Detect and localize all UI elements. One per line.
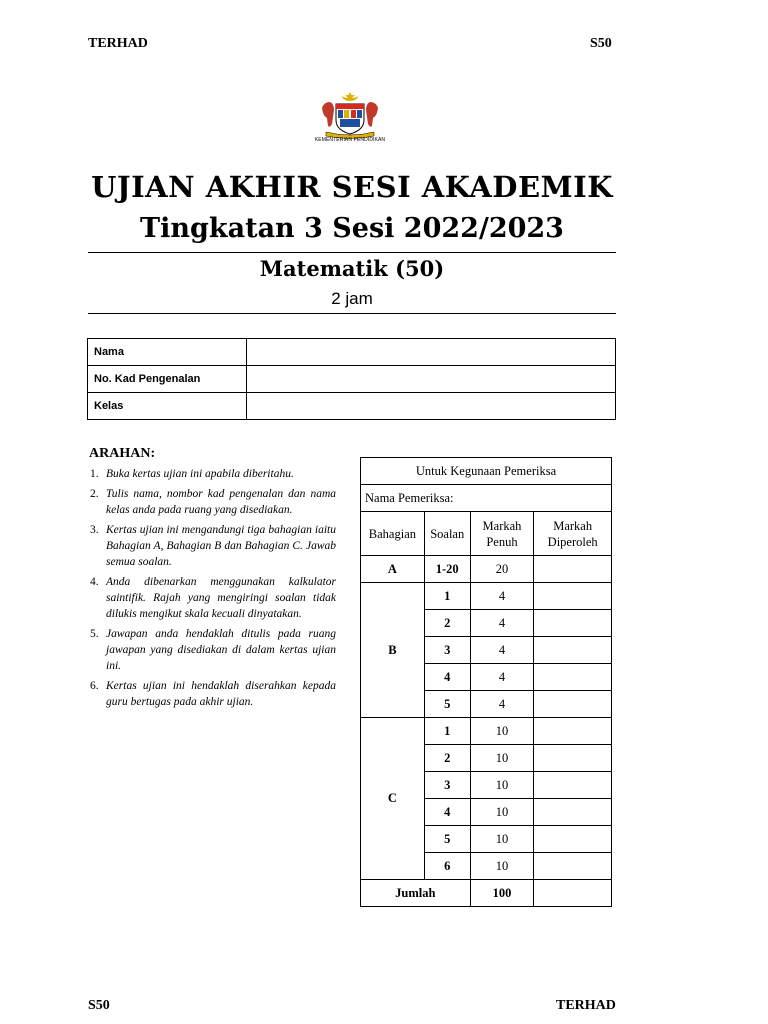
subject-title: Matematik (50) (259, 256, 445, 281)
examiner-table-title: Untuk Kegunaan Pemeriksa (361, 458, 612, 485)
title-rule-top (88, 252, 616, 253)
section-b-label: B (361, 583, 425, 718)
col-header-markah-diperoleh-line2: Diperoleh (547, 534, 598, 549)
section-a-markah: 20 (470, 556, 534, 583)
full-mark: 10 (470, 826, 534, 853)
marks-obtained-cell[interactable] (534, 718, 612, 745)
question-number: 2 (424, 745, 470, 772)
total-label: Jumlah (361, 880, 471, 907)
instruction-number: 3. (90, 524, 99, 536)
instruction-item (90, 486, 336, 518)
instruction-number: 5. (90, 628, 99, 640)
marks-obtained-cell[interactable] (534, 826, 612, 853)
student-name-field[interactable] (247, 339, 616, 366)
question-number: 2 (424, 610, 470, 637)
question-number: 5 (424, 826, 470, 853)
instruction-item (90, 678, 336, 710)
instruction-text: Anda dibenarkan menggunakan kalkulator saintifik. Rajah yang mengiringi soalan tidak dilukis mengikut skala kecuali dinyatakan. (106, 576, 336, 620)
table-row (361, 718, 612, 745)
col-header-bahagian: Bahagian (361, 512, 425, 556)
marks-obtained-cell[interactable] (534, 610, 612, 637)
full-mark: 10 (470, 853, 534, 880)
student-info-row (88, 339, 616, 366)
total-obtained-cell[interactable] (534, 880, 612, 907)
instructions-heading: ARAHAN: (89, 446, 156, 461)
exam-subtitle: Tingkatan 3 Sesi 2022/2023 (140, 213, 564, 244)
full-mark: 10 (470, 745, 534, 772)
instruction-text: Buka kertas ujian ini apabila diberitahu. (106, 468, 294, 480)
full-mark: 10 (470, 718, 534, 745)
question-number: 1 (424, 718, 470, 745)
total-full-mark: 100 (470, 880, 534, 907)
student-class-field[interactable] (247, 393, 616, 420)
instruction-text: Kertas ujian ini hendaklah diserahkan kepada guru bertugas pada akhir ujian. (106, 680, 336, 708)
question-number: 5 (424, 691, 470, 718)
question-number: 4 (424, 799, 470, 826)
student-info-row (88, 366, 616, 393)
col-header-markah-penuh (470, 512, 534, 556)
header-left-label: TERHAD (88, 36, 148, 51)
full-mark: 10 (470, 799, 534, 826)
examiner-marks-table (360, 457, 612, 907)
marks-obtained-cell[interactable] (534, 691, 612, 718)
marks-obtained-cell[interactable] (534, 637, 612, 664)
instruction-text: Jawapan anda hendaklah ditulis pada ruang jawapan yang disediakan di dalam kertas ujian ini. (106, 628, 336, 672)
section-a-soalan: 1-20 (424, 556, 470, 583)
col-header-markah-diperoleh-line1: Markah (553, 518, 593, 533)
marks-obtained-cell[interactable] (534, 664, 612, 691)
full-mark: 4 (470, 610, 534, 637)
marks-obtained-cell[interactable] (534, 853, 612, 880)
title-rule-bottom (88, 313, 616, 314)
student-class-label: Kelas (88, 393, 247, 420)
instruction-item (90, 574, 336, 622)
section-c-label: C (361, 718, 425, 880)
full-mark: 4 (470, 664, 534, 691)
exam-duration: 2 jam (331, 289, 373, 308)
col-header-markah-diperoleh (534, 512, 612, 556)
col-header-markah-penuh-line1: Markah (482, 518, 522, 533)
instruction-item (90, 466, 336, 482)
col-header-soalan: Soalan (424, 512, 470, 556)
student-ic-field[interactable] (247, 366, 616, 393)
table-row (361, 880, 612, 907)
instruction-text: Tulis nama, nombor kad pengenalan dan nama kelas anda pada ruang yang disediakan. (106, 488, 336, 516)
instruction-number: 4. (90, 576, 99, 588)
question-number: 3 (424, 772, 470, 799)
full-mark: 4 (470, 583, 534, 610)
marks-obtained-cell[interactable] (534, 772, 612, 799)
full-mark: 4 (470, 691, 534, 718)
section-a-label: A (361, 556, 425, 583)
instruction-number: 2. (90, 488, 99, 500)
ministry-crest-icon (318, 90, 382, 140)
examiner-name-field[interactable]: Nama Pemeriksa: (361, 485, 612, 512)
instruction-text: Kertas ujian ini mengandungi tiga bahagian iaitu Bahagian A, Bahagian B dan Bahagian C. Jawab semua soalan. (106, 524, 336, 568)
student-info-row (88, 393, 616, 420)
marks-obtained-cell[interactable] (534, 799, 612, 826)
student-ic-label: No. Kad Pengenalan (88, 366, 247, 393)
question-number: 6 (424, 853, 470, 880)
col-header-markah-penuh-line2: Penuh (486, 534, 518, 549)
table-row (361, 556, 612, 583)
marks-obtained-cell[interactable] (534, 583, 612, 610)
instruction-item (90, 626, 336, 674)
ministry-caption: KEMENTERIAN PENDIDIKAN (314, 137, 386, 143)
student-info-table (87, 338, 616, 420)
instruction-number: 6. (90, 680, 99, 692)
marks-obtained-cell[interactable] (534, 556, 612, 583)
instruction-number: 1. (90, 468, 99, 480)
question-number: 4 (424, 664, 470, 691)
exam-title: UJIAN AKHIR SESI AKADEMIK (91, 170, 613, 204)
question-number: 3 (424, 637, 470, 664)
question-number: 1 (424, 583, 470, 610)
instruction-item (90, 522, 336, 570)
header-right-code: S50 (590, 36, 612, 51)
instructions-list (90, 466, 336, 714)
footer-right-label: TERHAD (556, 998, 616, 1013)
full-mark: 10 (470, 772, 534, 799)
student-name-label: Nama (88, 339, 247, 366)
footer-left-code: S50 (88, 998, 110, 1013)
marks-obtained-cell[interactable] (534, 745, 612, 772)
table-row (361, 583, 612, 610)
full-mark: 4 (470, 637, 534, 664)
